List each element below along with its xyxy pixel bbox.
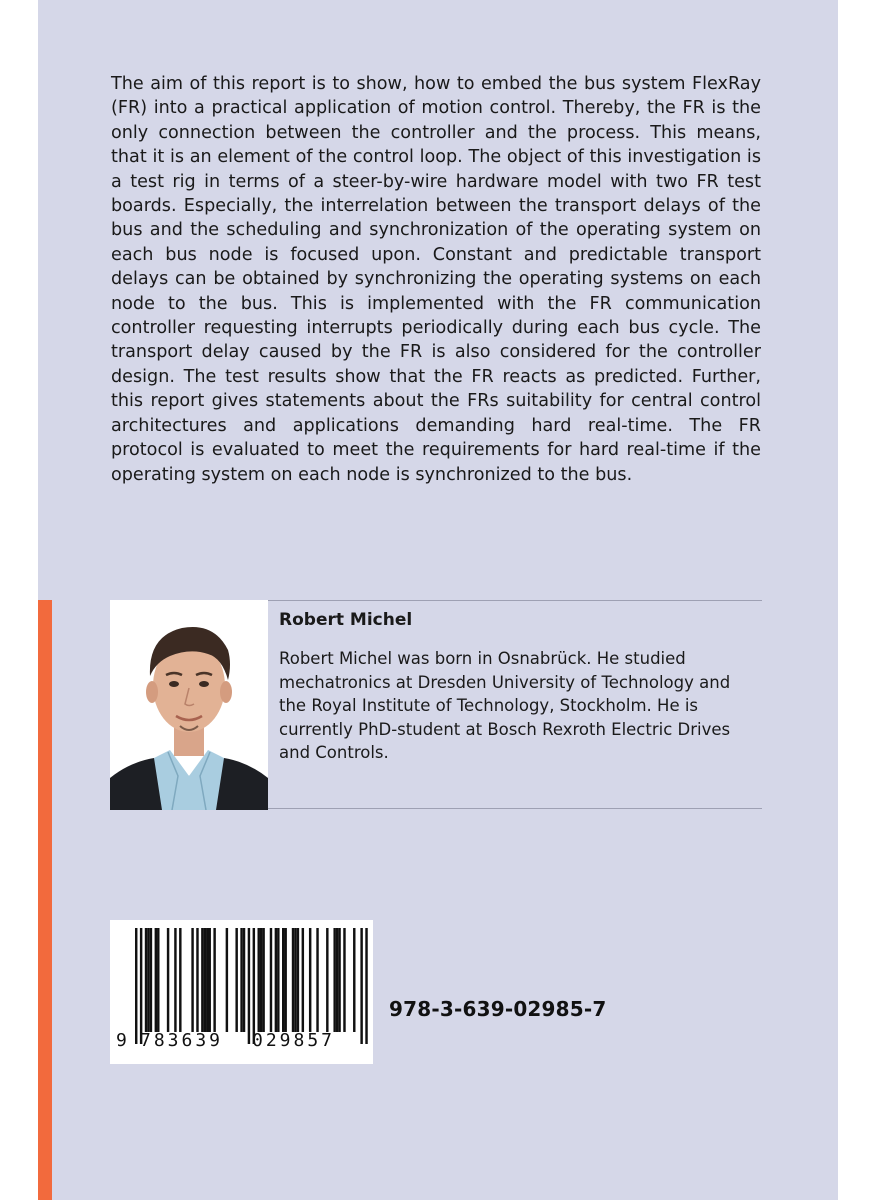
barcode-bar [147,928,149,1032]
barcode-bar [343,928,345,1032]
barcode-bar [277,928,279,1032]
barcode-bar [179,928,181,1032]
barcode-bar [191,928,193,1032]
barcode-bar [270,928,272,1032]
barcode-digit-first: 9 [116,1030,127,1051]
barcode-bar [282,928,284,1032]
barcode-bar [243,928,245,1032]
barcode-bar [338,928,340,1032]
barcode-bar [209,928,211,1032]
barcode-bar [262,928,264,1032]
barcode-bar [206,928,208,1032]
barcode [110,920,373,1064]
barcode-bar [145,928,147,1032]
barcode-bar [294,928,296,1032]
barcode-bar [157,928,159,1032]
barcode-bar [253,928,255,1044]
barcode-digits-right: 029857 [252,1030,336,1051]
divider-top [268,600,762,601]
barcode-bar [284,928,286,1032]
author-photo [110,600,268,810]
barcode-bar [316,928,318,1032]
abstract-text: The aim of this report is to show, how to embed the bus system FlexRay (FR) into a practical application of motion control. Thereby, the FR is the only connection between the controller and the process. This means, that it is an element of the control loop. The object of this investigation is a test rig in terms of a steer-by-wire hardware model with two FR test boards. Especially, the interrelation between the transport delays of the bus and the scheduling and synchronization of the operating system on each bus node is focused upon. Constant and predictable transport delays can be obtained by synchronizing the operating systems on each node to the bus. This is implemented with the FR communication controller requesting interrupts periodically during each bus cycle. The transport delay caused by the FR is also considered for the controller design. The test results show that the FR reacts as predicted. Further, this report gives statements about the FRs suitability for central control architectures and applications demanding hard real-time. The FR protocol is evaluated to meet the requirements for hard real-time if the operating system on each node is synchronized to the bus. [111,74,761,485]
barcode-bar [365,928,367,1044]
barcode-bar [155,928,157,1032]
barcode-bar [150,928,152,1032]
barcode-bar [135,928,137,1044]
barcode-digits-left: 783639 [140,1030,224,1051]
author-name: Robert Michel [279,610,413,630]
barcode-bar [336,928,338,1032]
barcode-bar [275,928,277,1032]
barcode-bar [196,928,198,1032]
accent-stripe [38,600,52,1200]
barcode-bar [326,928,328,1032]
author-bio: Robert Michel was born in Osnabrück. He studied mechatronics at Dresden University of Technology and the Royal Institute of Technology, Stockholm. He is currently PhD-student at Bosch Rexroth Electric Drives and Controls. [279,649,731,762]
barcode-bar [353,928,355,1032]
barcode-bar [213,928,215,1032]
barcode-bar [297,928,299,1032]
barcode-bar [201,928,203,1032]
barcode-bar [248,928,250,1044]
barcode-bar [140,928,142,1044]
isbn-number: 978-3-639-02985-7 [389,997,607,1021]
barcode-bars [135,928,368,1044]
barcode-bar [226,928,228,1032]
barcode-bar [309,928,311,1032]
barcode-bar [302,928,304,1032]
barcode-bar [240,928,242,1032]
barcode-bar [360,928,362,1044]
barcode-bar [167,928,169,1032]
barcode-bar [174,928,176,1032]
barcode-bar [292,928,294,1032]
barcode-bar [260,928,262,1032]
barcode-bar [235,928,237,1032]
barcode-bar [204,928,206,1032]
barcode-bar [333,928,335,1032]
barcode-bar [258,928,260,1032]
divider-bottom [268,808,762,809]
